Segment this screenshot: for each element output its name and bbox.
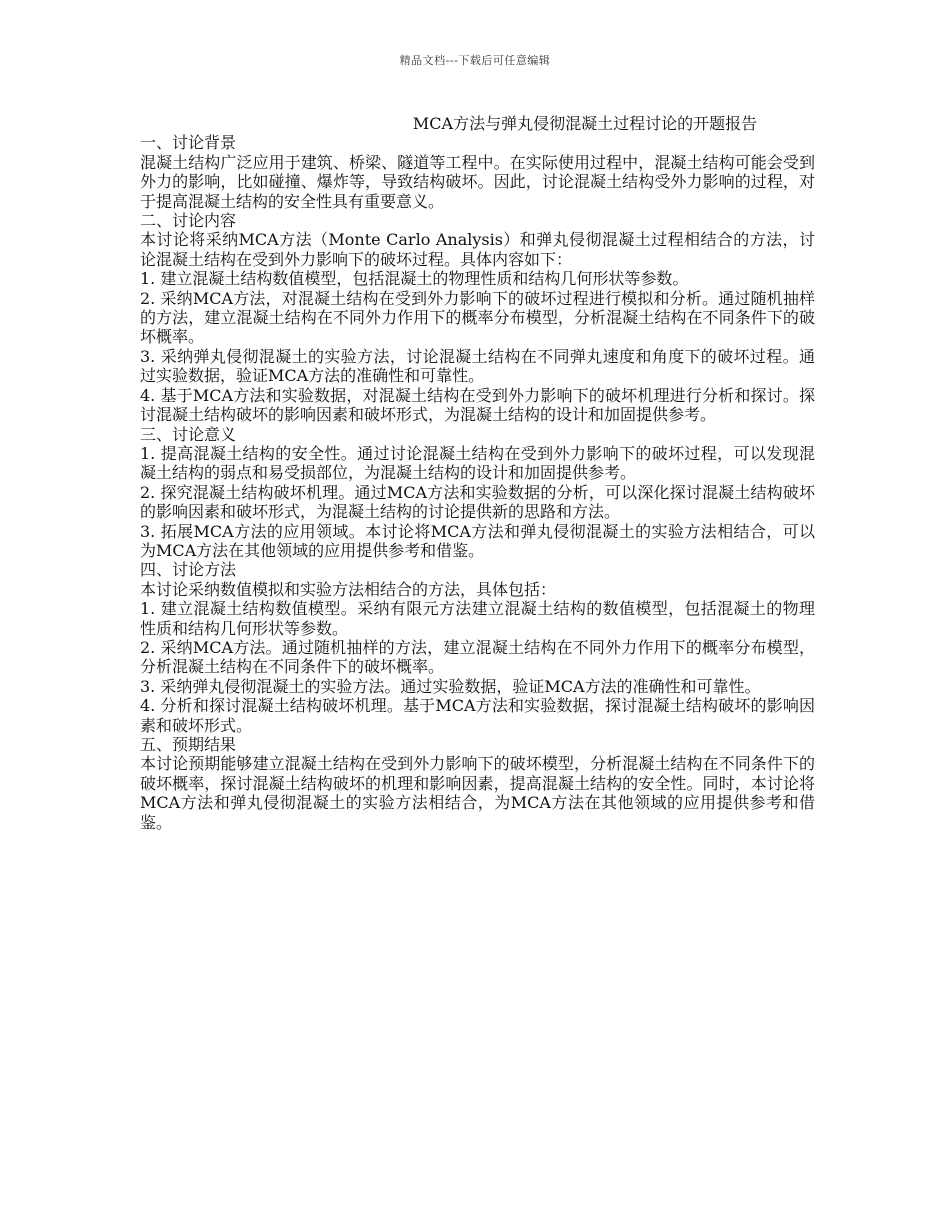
list-item: 4. 分析和探讨混凝土结构破坏机理。基于MCA方法和实验数据，探讨混凝土结构破坏的影响因素和破坏形式。 xyxy=(140,696,815,735)
list-item: 1. 建立混凝土结构数值模型，包括混凝土的物理性质和结构几何形状等参数。 xyxy=(140,269,689,289)
list-item: 3. 采纳弹丸侵彻混凝土的实验方法。通过实验数据，验证MCA方法的准确性和可靠性。 xyxy=(140,676,761,696)
list-item: 2. 探究混凝土结构破坏机理。通过MCA方法和实验数据的分析，可以深化探讨混凝土结构破坏的影响因素和破坏形式，为混凝土结构的讨论提供新的思路和方法。 xyxy=(140,482,815,522)
section-heading: 五、预期结果 xyxy=(140,735,237,754)
list-item: 2. 采纳MCA方法，对混凝土结构在受到外力影响下的破坏过程进行模拟和分析。通过随机抽样的方法，建立混凝土结构在不同外力作用下的概率分布模型，分析混凝土结构在不同条件下的破坏概率。 xyxy=(140,288,815,347)
list-item: 2. 采纳MCA方法。通过随机抽样的方法，建立混凝土结构在不同外力作用下的概率分布模型，分析混凝土结构在不同条件下的破坏概率。 xyxy=(140,637,815,677)
document-title: MCA方法与弹丸侵彻混凝土过程讨论的开题报告 xyxy=(412,114,758,133)
paragraph: 混凝土结构广泛应用于建筑、桥梁、隧道等工程中。在实际使用过程中，混凝土结构可能会受到外力的影响，比如碰撞、爆炸等，导致结构破坏。因此，讨论混凝土结构受外力影响的过程，对于提高混凝土结构的安全性具有重要意义。 xyxy=(140,152,815,211)
document-body xyxy=(140,114,815,832)
section-content xyxy=(140,211,815,424)
list-item: 3. 采纳弹丸侵彻混凝土的实验方法，讨论混凝土结构在不同弹丸速度和角度下的破坏过程。通过实验数据，验证MCA方法的准确性和可靠性。 xyxy=(140,346,815,386)
paragraph: 本讨论预期能够建立混凝土结构在受到外力影响下的破坏模型，分析混凝土结构在不同条件下的破坏概率，探讨混凝土结构破坏的机理和影响因素，提高混凝土结构的安全性。同时，本讨论将MCA方法和弹丸侵彻混凝土的实验方法相结合，为MCA方法在其他领域的应用提供参考和借鉴。 xyxy=(140,754,815,832)
list-item: 3. 拓展MCA方法的应用领域。本讨论将MCA方法和弹丸侵彻混凝土的实验方法相结合，可以为MCA方法在其他领域的应用提供参考和借鉴。 xyxy=(140,521,815,560)
paragraph: 本讨论采纳数值模拟和实验方法相结合的方法，具体包括： xyxy=(140,579,557,599)
section-significance xyxy=(140,425,815,561)
section-heading: 一、讨论背景 xyxy=(140,133,237,153)
section-heading: 三、讨论意义 xyxy=(140,424,237,444)
list-item: 4. 基于MCA方法和实验数据，对混凝土结构在受到外力影响下的破坏机理进行分析和探讨。探讨混凝土结构破坏的影响因素和破坏形式，为混凝土结构的设计和加固提供参考。 xyxy=(140,385,815,425)
page-header-watermark: 精品文档---下载后可任意编辑 xyxy=(399,54,551,67)
list-item: 1. 建立混凝土结构数值模型。采纳有限元方法建立混凝土结构的数值模型，包括混凝土的物理性质和结构几何形状等参数。 xyxy=(140,599,815,638)
section-methods xyxy=(140,560,815,735)
section-heading: 二、讨论内容 xyxy=(140,211,237,231)
section-background xyxy=(140,133,815,211)
list-item: 1. 提高混凝土结构的安全性。通过讨论混凝土结构在受到外力影响下的破坏过程，可以发现混凝土结构的弱点和易受损部位，为混凝土结构的设计和加固提供参考。 xyxy=(140,443,815,483)
section-expected-results xyxy=(140,735,815,832)
paragraph: 本讨论将采纳MCA方法（Monte Carlo Analysis）和弹丸侵彻混凝土过程相结合的方法，讨论混凝土结构在受到外力影响下的破坏过程。具体内容如下： xyxy=(140,230,815,269)
section-heading: 四、讨论方法 xyxy=(140,560,237,580)
